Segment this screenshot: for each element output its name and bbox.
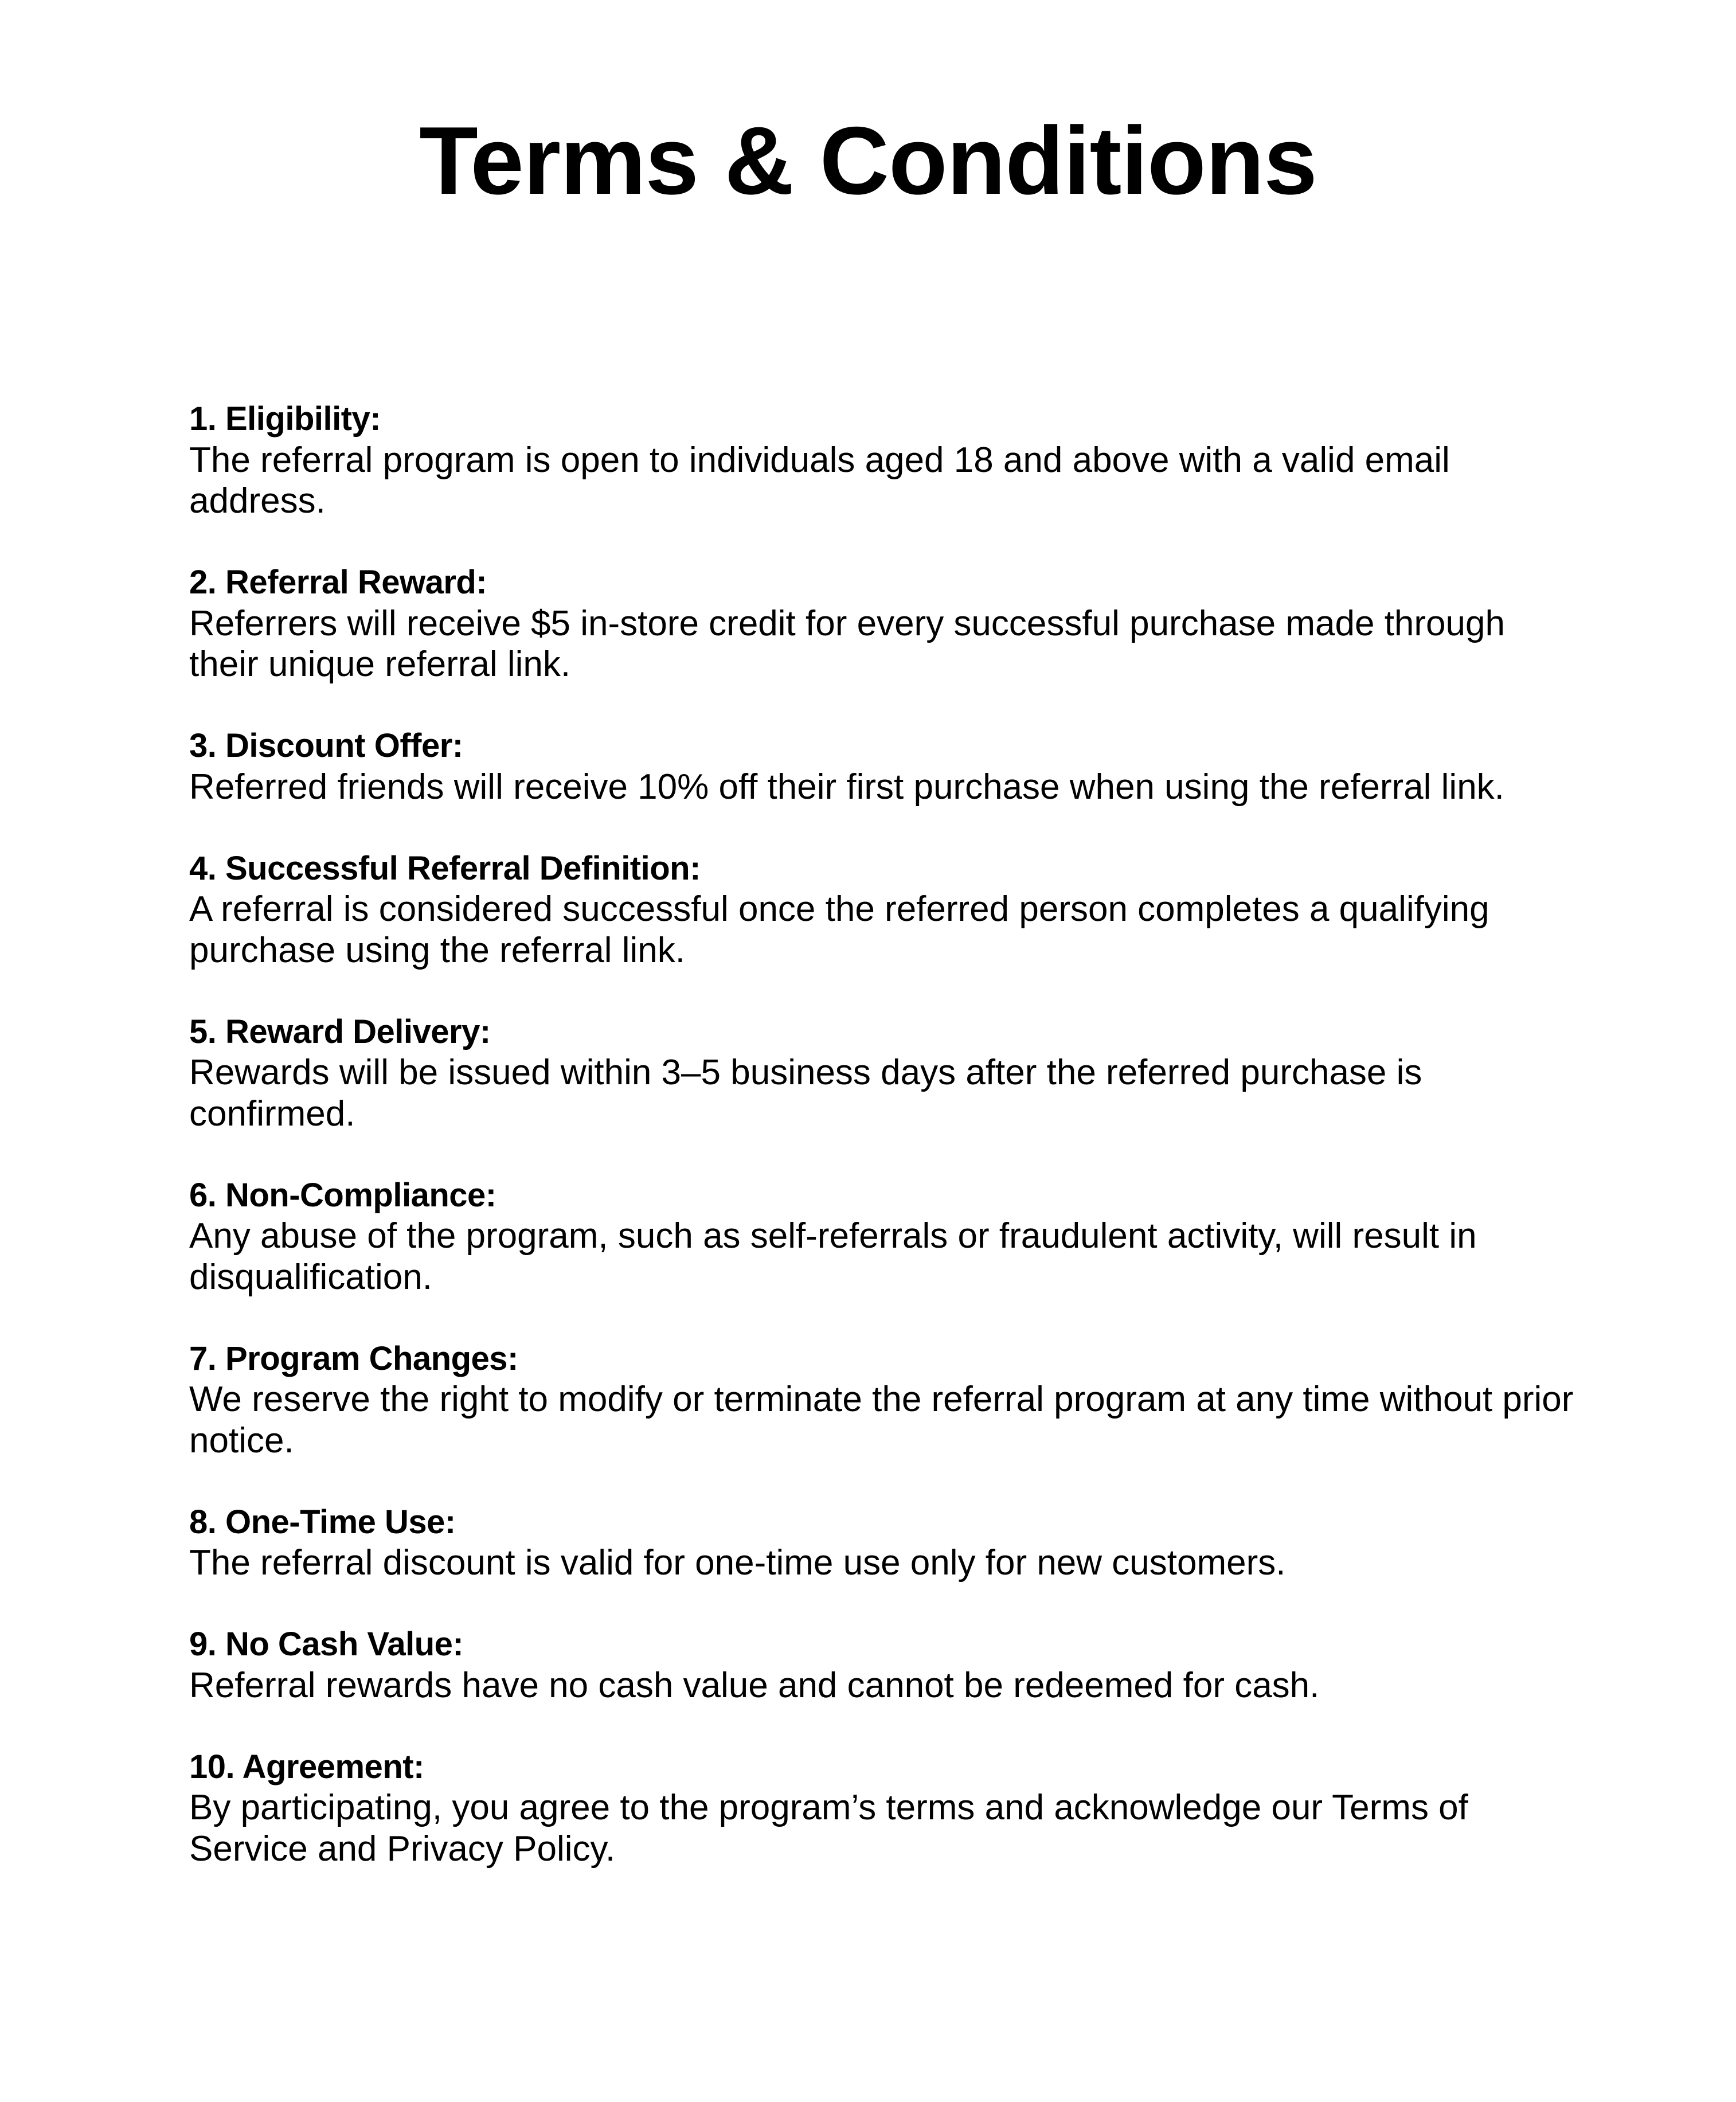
term-heading: 9. No Cash Value:: [189, 1626, 464, 1663]
term-referral-reward: [189, 562, 1577, 685]
term-heading: 4. Successful Referral Definition:: [189, 849, 701, 887]
term-heading: 8. One-Time Use:: [189, 1503, 456, 1541]
term-body: Rewards will be issued within 3–5 business days after the referred purchase is confirmed.: [189, 1053, 1422, 1134]
term-body: Referred friends will receive 10% off their first purchase when using the referral link.: [189, 767, 1504, 807]
term-program-changes: [189, 1338, 1577, 1462]
term-body: Any abuse of the program, such as self-referrals or fraudulent activity, will result in disqualification.: [189, 1216, 1477, 1297]
term-agreement: [189, 1747, 1577, 1870]
term-body: We reserve the right to modify or terminate the referral program at any time without prior notice.: [189, 1380, 1574, 1460]
terms-list: [189, 398, 1577, 1869]
term-body: A referral is considered successful once the referred person completes a qualifying purchase using the referral link.: [189, 889, 1489, 970]
term-body: By participating, you agree to the program’s terms and acknowledge our Terms of Service and Privacy Policy.: [189, 1788, 1468, 1869]
term-eligibility: [189, 398, 1577, 522]
term-heading: 6. Non-Compliance:: [189, 1176, 496, 1214]
term-heading: 2. Referral Reward:: [189, 564, 487, 601]
term-body: Referrers will receive $5 in-store credit for every successful purchase made through their unique referral link.: [189, 603, 1505, 684]
term-non-compliance: [189, 1175, 1577, 1298]
term-reward-delivery: [189, 1011, 1577, 1135]
term-discount-offer: [189, 725, 1577, 807]
term-no-cash-value: [189, 1624, 1577, 1706]
term-heading: 10. Agreement:: [189, 1748, 424, 1785]
term-body: The referral program is open to individuals aged 18 and above with a valid email address.: [189, 440, 1450, 521]
term-one-time-use: [189, 1502, 1577, 1584]
term-heading: 3. Discount Offer:: [189, 727, 463, 764]
term-heading: 7. Program Changes:: [189, 1339, 518, 1377]
term-body: The referral discount is valid for one-time use only for new customers.: [189, 1543, 1286, 1583]
term-body: Referral rewards have no cash value and cannot be redeemed for cash.: [189, 1665, 1320, 1705]
term-successful-referral-definition: [189, 848, 1577, 971]
term-heading: 5. Reward Delivery:: [189, 1013, 491, 1050]
term-heading: 1. Eligibility:: [189, 400, 381, 437]
page-title: Terms & Conditions: [419, 107, 1317, 214]
